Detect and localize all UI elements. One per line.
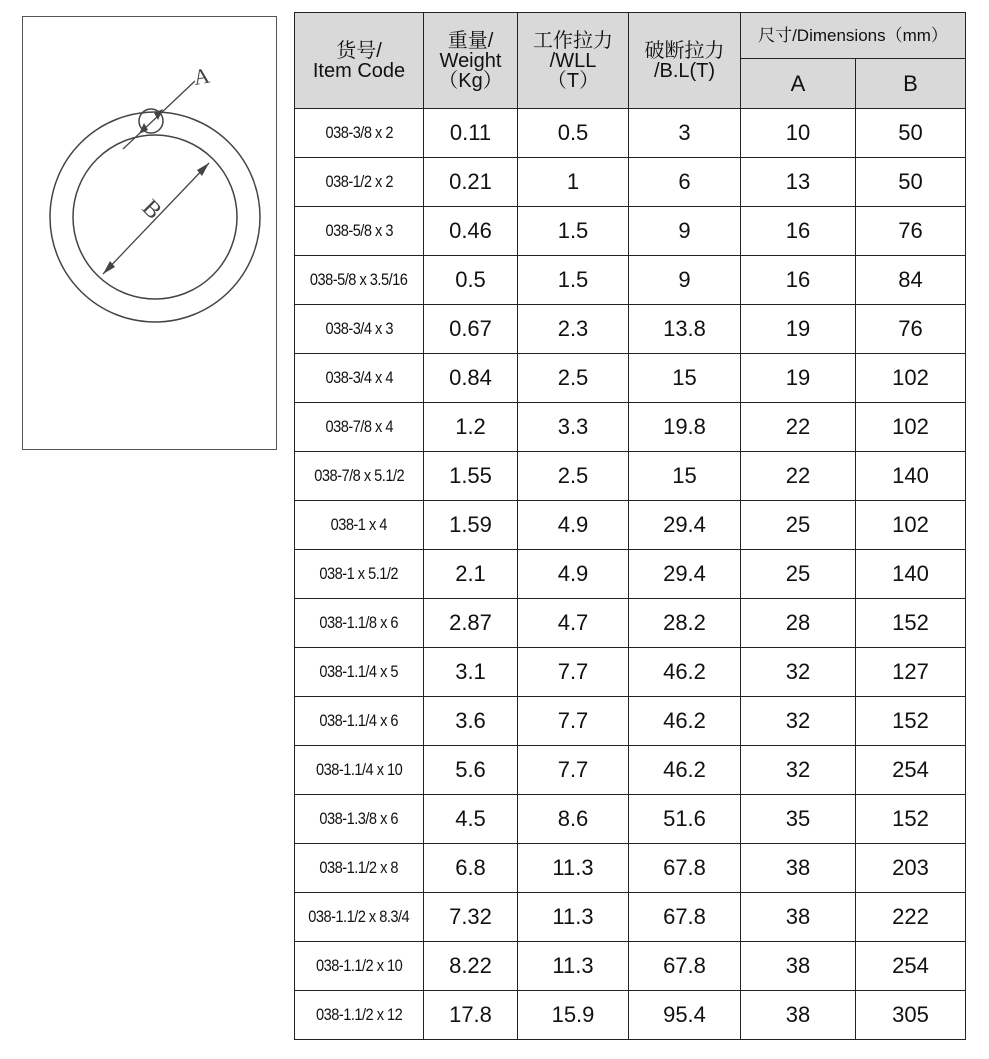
cell-dim-a: 10 xyxy=(741,109,856,158)
cell-dim-b: 102 xyxy=(856,354,966,403)
cell-dim-b: 84 xyxy=(856,256,966,305)
cell-item-code: 038-1.1/4 x 6 xyxy=(295,697,424,746)
cell-wll: 11.3 xyxy=(518,893,629,942)
cell-wll: 1.5 xyxy=(518,256,629,305)
cell-wll: 2.3 xyxy=(518,305,629,354)
table-row xyxy=(295,746,966,795)
cell-weight: 0.46 xyxy=(424,207,518,256)
table-row xyxy=(295,697,966,746)
cell-item-code: 038-3/4 x 4 xyxy=(295,354,424,403)
cell-dim-a: 25 xyxy=(741,501,856,550)
cell-weight: 0.67 xyxy=(424,305,518,354)
cell-dim-a: 16 xyxy=(741,256,856,305)
cell-dim-b: 305 xyxy=(856,991,966,1040)
table-row xyxy=(295,550,966,599)
cell-item-code: 038-1.1/8 x 6 xyxy=(295,599,424,648)
cell-breaking-load: 95.4 xyxy=(629,991,741,1040)
cell-dim-b: 152 xyxy=(856,795,966,844)
cell-item-code: 038-1.1/4 x 5 xyxy=(295,648,424,697)
cell-wll: 1 xyxy=(518,158,629,207)
cell-dim-b: 140 xyxy=(856,452,966,501)
cell-item-code: 038-1.1/2 x 10 xyxy=(295,942,424,991)
spec-table-body xyxy=(295,109,966,1040)
cell-weight: 3.1 xyxy=(424,648,518,697)
table-row xyxy=(295,452,966,501)
cell-item-code: 038-3/8 x 2 xyxy=(295,109,424,158)
cell-breaking-load: 28.2 xyxy=(629,599,741,648)
cell-breaking-load: 46.2 xyxy=(629,697,741,746)
cell-weight: 0.21 xyxy=(424,158,518,207)
label-a: A xyxy=(191,62,212,90)
table-row xyxy=(295,599,966,648)
cell-weight: 1.59 xyxy=(424,501,518,550)
table-row xyxy=(295,403,966,452)
table-row xyxy=(295,158,966,207)
spec-table xyxy=(294,12,966,1040)
cell-dim-a: 35 xyxy=(741,795,856,844)
table-row xyxy=(295,109,966,158)
cell-item-code: 038-3/4 x 3 xyxy=(295,305,424,354)
cell-dim-b: 254 xyxy=(856,942,966,991)
cell-dim-b: 152 xyxy=(856,599,966,648)
table-row xyxy=(295,795,966,844)
cell-dim-b: 203 xyxy=(856,844,966,893)
cell-dim-a: 22 xyxy=(741,452,856,501)
table-row xyxy=(295,893,966,942)
cell-item-code: 038-1.1/4 x 10 xyxy=(295,746,424,795)
table-row xyxy=(295,501,966,550)
cell-weight: 3.6 xyxy=(424,697,518,746)
cell-breaking-load: 51.6 xyxy=(629,795,741,844)
cell-wll: 8.6 xyxy=(518,795,629,844)
cell-dim-a: 32 xyxy=(741,648,856,697)
cell-wll: 3.3 xyxy=(518,403,629,452)
cell-weight: 7.32 xyxy=(424,893,518,942)
cell-breaking-load: 29.4 xyxy=(629,501,741,550)
cell-dim-a: 19 xyxy=(741,305,856,354)
cell-item-code: 038-1 x 4 xyxy=(295,501,424,550)
cell-wll: 4.7 xyxy=(518,599,629,648)
label-b: B xyxy=(136,194,167,225)
cell-dim-b: 222 xyxy=(856,893,966,942)
cell-dim-a: 28 xyxy=(741,599,856,648)
cell-weight: 8.22 xyxy=(424,942,518,991)
cell-item-code: 038-1 x 5.1/2 xyxy=(295,550,424,599)
cell-breaking-load: 13.8 xyxy=(629,305,741,354)
table-row xyxy=(295,256,966,305)
cell-breaking-load: 9 xyxy=(629,207,741,256)
table-row xyxy=(295,648,966,697)
cell-dim-b: 76 xyxy=(856,305,966,354)
cell-weight: 1.55 xyxy=(424,452,518,501)
cell-wll: 7.7 xyxy=(518,697,629,746)
cell-dim-a: 38 xyxy=(741,893,856,942)
header-weight: 重量/ Weight （Kg） xyxy=(424,13,518,109)
cell-wll: 0.5 xyxy=(518,109,629,158)
cell-breaking-load: 9 xyxy=(629,256,741,305)
cell-wll: 2.5 xyxy=(518,354,629,403)
cell-item-code: 038-5/8 x 3 xyxy=(295,207,424,256)
cell-dim-b: 76 xyxy=(856,207,966,256)
cell-dim-a: 32 xyxy=(741,697,856,746)
cell-weight: 0.5 xyxy=(424,256,518,305)
cell-item-code: 038-1.1/2 x 8.3/4 xyxy=(295,893,424,942)
ring-diagram xyxy=(22,16,277,450)
table-row xyxy=(295,942,966,991)
cell-dim-b: 50 xyxy=(856,109,966,158)
cell-dim-b: 102 xyxy=(856,501,966,550)
dimension-line-b xyxy=(103,163,209,274)
cell-breaking-load: 3 xyxy=(629,109,741,158)
cell-dim-a: 13 xyxy=(741,158,856,207)
header-breaking-load: 破断拉力 /B.L(T) xyxy=(629,13,741,109)
cell-dim-b: 140 xyxy=(856,550,966,599)
table-row xyxy=(295,991,966,1040)
table-row xyxy=(295,207,966,256)
cell-weight: 2.1 xyxy=(424,550,518,599)
cell-weight: 0.11 xyxy=(424,109,518,158)
cell-breaking-load: 29.4 xyxy=(629,550,741,599)
cell-wll: 1.5 xyxy=(518,207,629,256)
cell-item-code: 038-1.1/2 x 12 xyxy=(295,991,424,1040)
cell-breaking-load: 19.8 xyxy=(629,403,741,452)
cell-dim-b: 152 xyxy=(856,697,966,746)
cell-dim-a: 38 xyxy=(741,942,856,991)
cell-weight: 2.87 xyxy=(424,599,518,648)
cell-weight: 6.8 xyxy=(424,844,518,893)
cell-wll: 15.9 xyxy=(518,991,629,1040)
cell-breaking-load: 67.8 xyxy=(629,844,741,893)
cell-breaking-load: 46.2 xyxy=(629,648,741,697)
cell-wll: 4.9 xyxy=(518,501,629,550)
cell-dim-b: 254 xyxy=(856,746,966,795)
cell-item-code: 038-1/2 x 2 xyxy=(295,158,424,207)
cell-dim-a: 38 xyxy=(741,844,856,893)
cell-dim-a: 32 xyxy=(741,746,856,795)
cell-wll: 7.7 xyxy=(518,648,629,697)
cell-weight: 0.84 xyxy=(424,354,518,403)
cell-wll: 11.3 xyxy=(518,942,629,991)
table-row xyxy=(295,354,966,403)
table-row xyxy=(295,844,966,893)
cell-item-code: 038-5/8 x 3.5/16 xyxy=(295,256,424,305)
header-wll: 工作拉力 /WLL （T） xyxy=(518,13,629,109)
cell-dim-b: 102 xyxy=(856,403,966,452)
cell-dim-a: 19 xyxy=(741,354,856,403)
header-item-code: 货号/ Item Code xyxy=(295,13,424,109)
cell-breaking-load: 67.8 xyxy=(629,942,741,991)
cell-weight: 1.2 xyxy=(424,403,518,452)
cell-dim-b: 50 xyxy=(856,158,966,207)
cell-item-code: 038-1.3/8 x 6 xyxy=(295,795,424,844)
cell-dim-a: 16 xyxy=(741,207,856,256)
cell-weight: 4.5 xyxy=(424,795,518,844)
cell-dim-a: 25 xyxy=(741,550,856,599)
cell-item-code: 038-7/8 x 5.1/2 xyxy=(295,452,424,501)
cell-dim-a: 38 xyxy=(741,991,856,1040)
cell-breaking-load: 15 xyxy=(629,354,741,403)
header-dim-b: B xyxy=(856,59,966,109)
header-dimensions: 尺寸/Dimensions（mm） xyxy=(741,13,966,59)
cell-item-code: 038-1.1/2 x 8 xyxy=(295,844,424,893)
cell-breaking-load: 46.2 xyxy=(629,746,741,795)
cell-breaking-load: 15 xyxy=(629,452,741,501)
cell-weight: 17.8 xyxy=(424,991,518,1040)
cell-breaking-load: 67.8 xyxy=(629,893,741,942)
cell-dim-b: 127 xyxy=(856,648,966,697)
cell-wll: 2.5 xyxy=(518,452,629,501)
header-dim-a: A xyxy=(741,59,856,109)
cell-wll: 7.7 xyxy=(518,746,629,795)
cell-wll: 4.9 xyxy=(518,550,629,599)
cell-weight: 5.6 xyxy=(424,746,518,795)
table-row xyxy=(295,305,966,354)
cell-dim-a: 22 xyxy=(741,403,856,452)
cell-wll: 11.3 xyxy=(518,844,629,893)
cell-breaking-load: 6 xyxy=(629,158,741,207)
ring-dimension-icon xyxy=(23,17,278,451)
cell-item-code: 038-7/8 x 4 xyxy=(295,403,424,452)
